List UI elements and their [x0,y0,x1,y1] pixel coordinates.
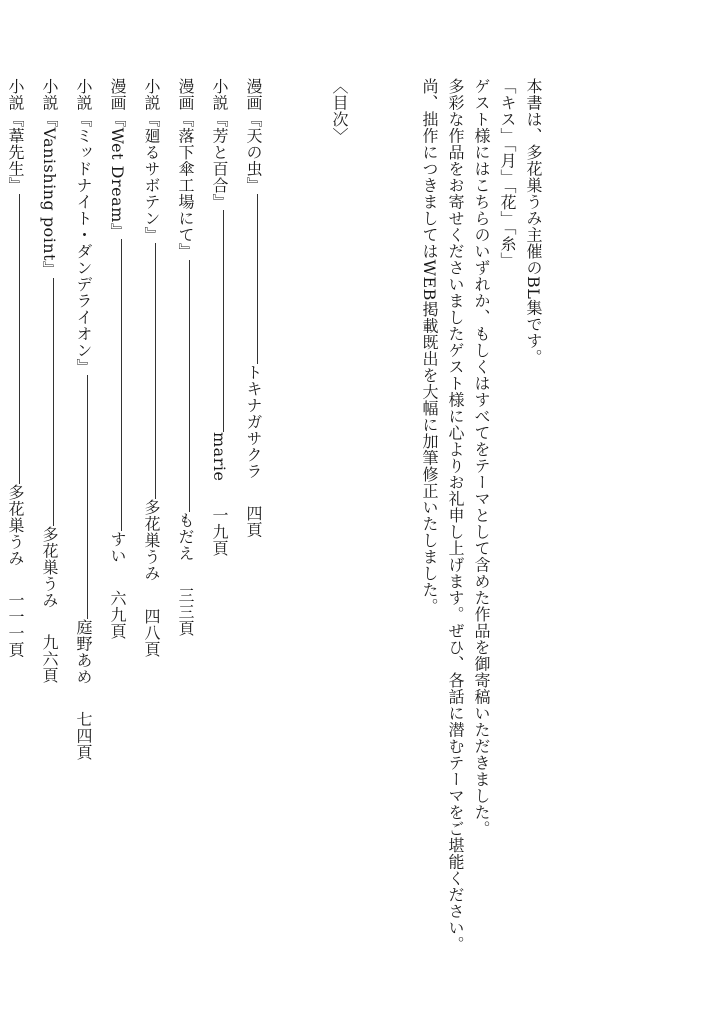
toc-title: 『廻るサボテン』 [142,111,161,243]
toc-entry [164,78,198,938]
toc-pages: 七四頁 [74,711,93,761]
toc-kind: 小説 [74,78,93,111]
toc-heading: 〈目次〉 [330,78,349,144]
toc-entry [232,78,266,938]
spacer [352,78,416,938]
toc-kind: 小説 [40,78,59,111]
intro-line: 尚、拙作につきましてはWEB掲載既出を大幅に加筆修正いたしました。 [420,78,439,615]
leader-rule [257,194,258,364]
toc-author: 多花巣うみ [6,483,25,566]
leader-rule [19,194,20,484]
toc-entry [28,78,62,938]
toc-pages: 四八頁 [142,607,161,657]
toc-title: 『ミッドナイト・ダンデライオン』 [74,111,93,375]
toc-author: トキナガサクラ [244,363,263,479]
toc-author: 多花巣うみ [40,525,59,609]
toc-title: 『葦先生』 [6,111,25,194]
intro-line: ゲスト様にはこちらのいずれか、もしくはすべてをテーマとして含めた作品を御寄稿いただきました。 [472,78,491,837]
toc-pages: 九六頁 [40,634,59,684]
toc-entry [96,78,130,938]
leader-rule [87,375,88,619]
document-page [0,78,546,953]
leader-rule [223,210,224,432]
toc-entry [198,78,232,938]
leader-rule [121,239,122,531]
toc-kind: 小説 [142,78,161,111]
toc-kind: 小説 [6,78,25,111]
toc-author: marie [210,432,229,482]
toc-entry [130,78,164,938]
toc-pages: 三三頁 [176,587,195,637]
intro-line: 本書は、多花巣うみ主催のBL集です。 [524,78,543,366]
toc-kind: 小説 [210,78,229,111]
toc-pages: 六九頁 [108,590,127,640]
intro-line: 「キス」「月」「花」「糸」 [498,78,517,269]
toc-kind: 漫画 [108,78,127,111]
toc-kind: 漫画 [176,78,195,111]
toc-title: 『芳と百合』 [210,111,229,210]
leader-rule [189,260,190,512]
toc-pages: 四頁 [244,505,263,538]
toc-author: もだえ [176,511,195,561]
toc-author: 多花巣うみ [142,499,161,582]
toc-title: 『落下傘工場にて』 [176,111,195,260]
toc-title: 『Vanishing point』 [40,111,59,278]
leader-rule [155,243,156,499]
toc-entry [62,78,96,938]
toc-entry [0,78,28,938]
toc-title: 『天の虫』 [244,111,263,194]
toc-pages: 一一一頁 [6,592,25,658]
toc-author: 庭野あめ [74,619,93,685]
leader-rule [53,278,54,526]
toc-author: すい [108,531,127,565]
toc-kind: 漫画 [244,78,263,111]
toc-pages: 一九頁 [210,507,229,557]
toc-title: 『Wet Dream』 [108,111,127,240]
spacer [266,78,326,938]
intro-line: 多彩な作品をお寄せくださいましたゲスト様に心よりお礼申し上げます。ぜひ、各話に潜むテーマをご堪能ください。 [446,78,465,953]
